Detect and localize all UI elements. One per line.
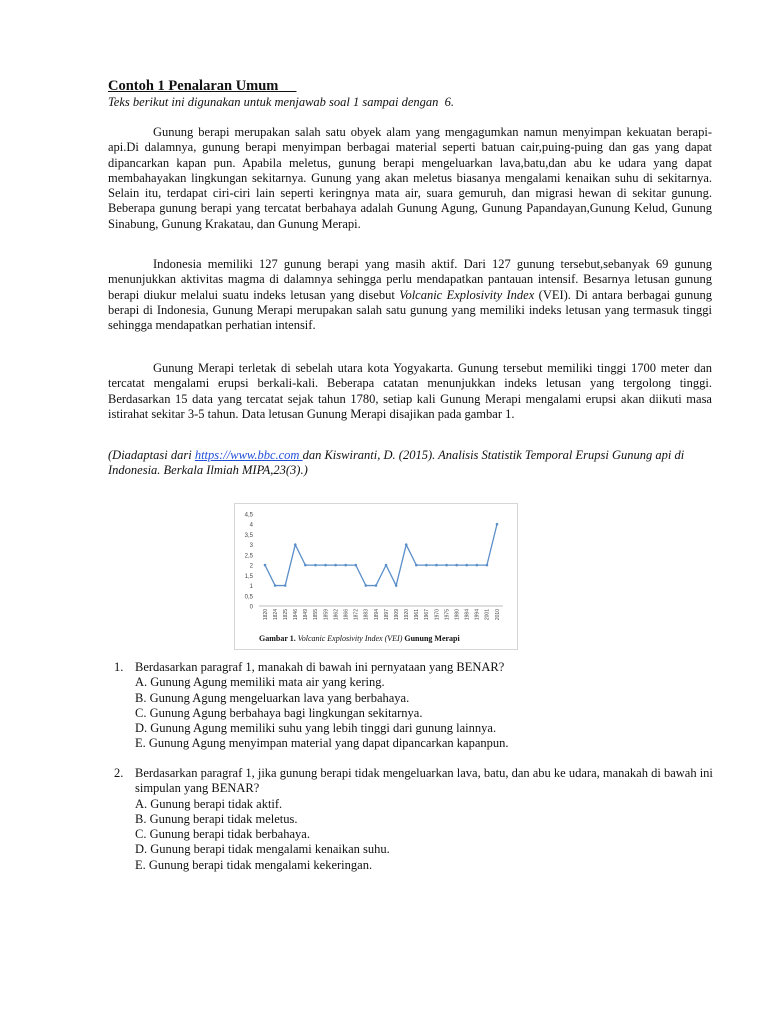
- y-tick-label: 3,5: [244, 532, 253, 539]
- data-point: [395, 584, 398, 587]
- x-tick-label: 1824: [272, 609, 279, 621]
- caption-italic: Volcanic Explosivity Index (VEI): [297, 634, 403, 643]
- vei-chart-svg: [235, 504, 517, 649]
- option-item: E. Gunung berapi tidak mengalami kekeringan.: [135, 857, 373, 872]
- section-title: Contoh 1 Penalaran Umum: [108, 78, 297, 94]
- paragraph-2-tail: (VEI). Di antara berbagai gunung berapi di Indonesia, Gunung Merapi merupakan salah satu gunung yang memiliki indeks letusan yang termasuk tinggi sehingga mendapatkan perhatian intensif.: [108, 287, 712, 333]
- paragraph-2-text: [108, 257, 712, 333]
- data-point: [375, 584, 378, 587]
- data-point: [344, 564, 347, 567]
- data-point: [425, 564, 428, 567]
- x-tick-label: 1920: [404, 609, 411, 621]
- x-tick-label: 1862: [333, 609, 340, 621]
- data-point: [334, 564, 337, 567]
- option-item: A. Gunung berapi tidak aktif.: [135, 796, 283, 811]
- data-point: [486, 564, 489, 567]
- data-point: [324, 564, 327, 567]
- data-point: [284, 584, 287, 587]
- data-point: [455, 564, 458, 567]
- paragraph-3-text: Gunung Merapi terletak di sebelah utara kota Yogyakarta. Gunung tersebut memiliki tinggi 1700 meter dan tercatat mengalami erupsi berkali-kali. Beberapa catatan menunjukkan indeks letusan yang tergolong tinggi. Berdasarkan 15 data yang tercatat sejak tahun 1780, setiap kali Gunung Merapi mengalami erupsi akan diikuti masa istirahat sekitar 3-5 tahun. Data letusan Gunung Merapi disajikan pada gambar 1.: [108, 361, 712, 421]
- caption-label: Gambar 1.: [259, 634, 296, 643]
- y-tick-label: 2,5: [244, 553, 253, 560]
- data-point: [354, 564, 357, 567]
- x-tick-label: 1825: [282, 609, 289, 621]
- question-number: 2.: [114, 766, 124, 780]
- x-tick-label: 1961: [414, 609, 421, 621]
- data-point: [304, 564, 307, 567]
- vei-term: Volcanic Explosivity Index: [399, 287, 535, 302]
- section-subtitle: Teks berikut ini digunakan untuk menjawab soal 1 sampai dengan 6.: [108, 95, 455, 109]
- x-tick-label: 1894: [373, 609, 380, 621]
- x-tick-label: 1872: [353, 609, 360, 621]
- data-point: [496, 523, 499, 526]
- x-tick-label: 1855: [313, 609, 320, 621]
- data-point: [264, 564, 267, 567]
- y-tick-label: 3: [249, 543, 253, 550]
- y-tick-label: 2: [249, 563, 253, 570]
- option-list: [135, 797, 724, 873]
- data-point: [465, 564, 468, 567]
- x-tick-label: 1859: [323, 609, 330, 621]
- data-point: [435, 564, 438, 567]
- x-tick-label: 1967: [424, 609, 431, 621]
- option-item: C. Gunung berapi tidak berbahaya.: [135, 827, 310, 842]
- y-tick-label: 1,5: [244, 573, 253, 580]
- citation-link[interactable]: https://www.bbc.com: [194, 448, 303, 462]
- data-point: [445, 564, 448, 567]
- y-tick-label: 0: [249, 604, 253, 611]
- question-1: [114, 660, 724, 752]
- paragraph-1: [108, 125, 712, 232]
- citation: [108, 448, 712, 479]
- vei-chart: [234, 503, 518, 650]
- x-tick-label: 1970: [434, 609, 441, 621]
- x-tick-label: 1883: [363, 609, 370, 621]
- question-2: [114, 766, 724, 873]
- y-tick-label: 0,5: [244, 594, 253, 601]
- option-list: [135, 675, 724, 751]
- data-point: [385, 564, 388, 567]
- x-tick-label: 1994: [474, 609, 481, 621]
- data-point: [314, 564, 317, 567]
- question-number: 1.: [114, 660, 124, 674]
- citation-suffix: dan Kiswiranti, D. (2015). Analisis Statistik Temporal Erupsi Gunung api di Indonesia. Berkala Ilmiah MIPA,23(3).): [108, 448, 685, 478]
- option-item: B. Gunung berapi tidak meletus.: [135, 811, 298, 826]
- x-tick-label: 1849: [303, 609, 310, 621]
- data-point: [476, 564, 479, 567]
- option-item: C. Gunung Agung berbahaya bagi lingkungan sekitarnya.: [135, 705, 423, 720]
- data-point: [294, 543, 297, 546]
- x-tick-label: 1846: [293, 609, 300, 621]
- option-item: A. Gunung Agung memiliki mata air yang kering.: [135, 675, 385, 690]
- y-tick-label: 4: [249, 522, 253, 529]
- x-tick-label: 1820: [262, 609, 269, 621]
- paragraph-3: [108, 361, 712, 422]
- option-item: D. Gunung Agung memiliki suhu yang lebih tinggi dari gunung lainnya.: [135, 721, 497, 736]
- x-tick-label: 1897: [383, 609, 390, 621]
- vei-series-line: [265, 524, 497, 585]
- x-tick-label: 1984: [464, 609, 471, 621]
- x-tick-label: 1909: [393, 609, 400, 621]
- option-item: B. Gunung Agung mengeluarkan lava yang berbahaya.: [135, 690, 410, 705]
- x-tick-label: 2010: [494, 609, 501, 621]
- paragraph-2: [108, 257, 712, 333]
- x-tick-label: 2001: [484, 609, 491, 621]
- x-tick-label: 1866: [343, 609, 350, 621]
- question-stem: Berdasarkan paragraf 1, manakah di bawah ini pernyataan yang BENAR?: [135, 660, 505, 674]
- data-point: [415, 564, 418, 567]
- data-point: [405, 543, 408, 546]
- caption-tail: Gunung Merapi: [404, 634, 460, 643]
- option-item: E. Gunung Agung menyimpan material yang dapat dipancarkan kapanpun.: [135, 736, 509, 751]
- y-tick-label: 4,5: [244, 512, 253, 519]
- data-point: [274, 584, 277, 587]
- citation-prefix: (Diadaptasi dari: [108, 448, 195, 462]
- paragraph-2-lead: Indonesia memiliki 127 gunung berapi yang masih aktif. Dari 127 gunung tersebut,sebanyak 69 gunung menunjukkan aktivitas magma di dalamnya sehingga perlu mendapatkan pantauan intensif. Besarnya letusan gunung berapi diukur melalui suatu indeks letusan yang disebut: [108, 257, 712, 302]
- y-tick-label: 1: [249, 584, 253, 591]
- paragraph-1-text: Gunung berapi merupakan salah satu obyek alam yang mengagumkan namun menyimpan kekuatan berapi-api.Di dalamnya, gunung berapi menyimpan berbagai material seperti batuan cair,puing-puing dan gas yang dapat dipancarkan kapan pun. Apabila meletus, gunung berapi mengeluarkan lava,batu,dan abu ke udara yang dapat membahayakan lingkungan sekitarnya. Gunung yang akan meletus biasanya mengalami kenaikan suhu di sekitarnya. Selain itu, terdapat ciri-ciri lain seperti keringnya mata air, suara gemuruh, dan migrasi hewan di sekitar gunung. Beberapa gunung berapi yang tercatat berbahaya adalah Gunung Agung, Gunung Papandayan,Gunung Kelud, Gunung Sinabung, Gunung Krakatau, dan Gunung Merapi.: [108, 125, 712, 231]
- chart-caption: [259, 634, 460, 644]
- x-tick-label: 1980: [454, 609, 461, 621]
- x-tick-label: 1975: [444, 609, 451, 621]
- question-stem: Berdasarkan paragraf 1, jika gunung berapi tidak mengeluarkan lava, batu, dan abu ke udara, manakah di bawah ini simpulan yang BENAR?: [135, 766, 713, 796]
- option-item: D. Gunung berapi tidak mengalami kenaikan suhu.: [135, 842, 390, 857]
- data-point: [365, 584, 368, 587]
